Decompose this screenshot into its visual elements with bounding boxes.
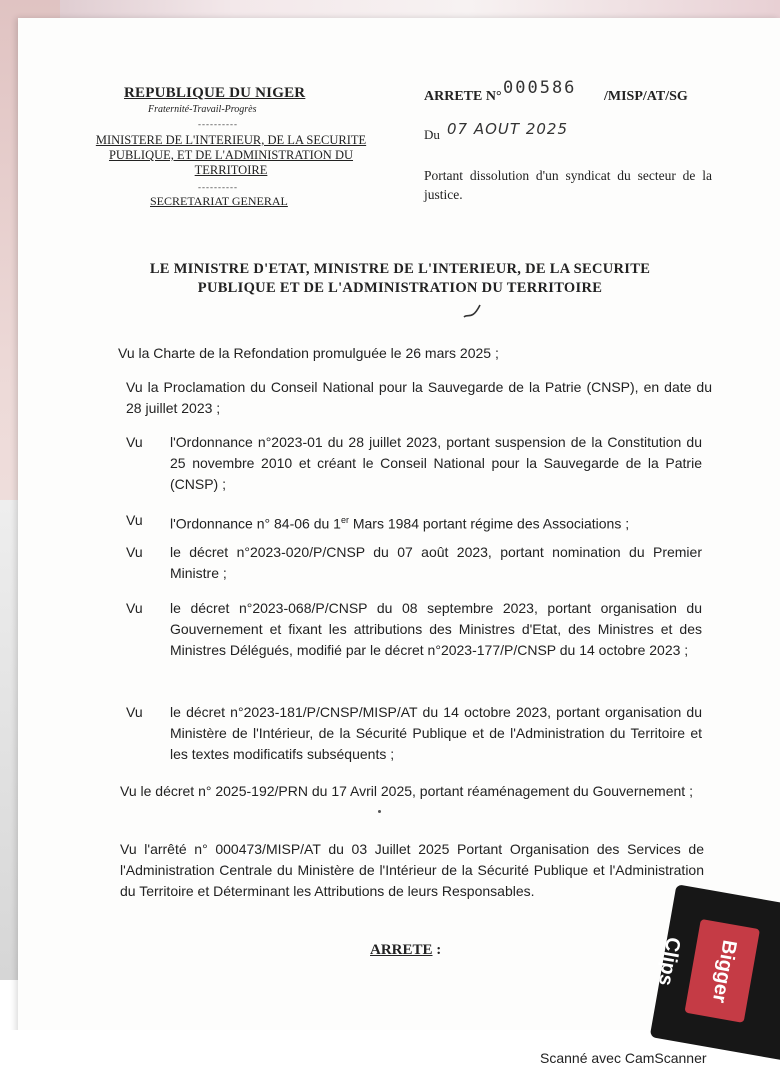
- ministry-name: MINISTERE DE L'INTERIEUR, DE LA SECURITE PUBLIQUE, ET DE L'ADMINISTRATION DU TERRITOIRE: [95, 133, 367, 177]
- scan-speck: [378, 810, 381, 813]
- visa-label: Vu: [118, 345, 135, 361]
- arrete-heading-colon: :: [432, 942, 442, 958]
- visa-text-part: Mars 1984 portant régime des Associations ;: [348, 515, 630, 532]
- clip-box-label: Bigger Clips: [684, 919, 760, 1023]
- visa-label: Vu: [126, 512, 143, 528]
- decree-date: 07 AOUT 2025: [447, 120, 569, 138]
- visa-text: le décret n° 2025-192/PRN du 17 Avril 2025, portant réaménagement du Gouvernement ;: [140, 783, 693, 799]
- visa-item: [120, 839, 704, 902]
- camscanner-watermark: Scanné avec CamScanner: [540, 1050, 707, 1066]
- visa-label: Vu: [126, 379, 143, 395]
- handwritten-mark-icon: [462, 303, 482, 323]
- arrete-heading: [370, 942, 441, 959]
- visa-label: Vu: [120, 783, 137, 799]
- visa-text-part: l'Ordonnance n° 84-06 du 1: [170, 515, 341, 532]
- decree-code: /MISP/AT/SG: [604, 89, 688, 104]
- visa-text-superscript: er: [340, 515, 349, 525]
- visa-text: l'Ordonnance n°2023-01 du 28 juillet 2023, portant suspension de la Constitution du 25 novembre 2010 et créant le Conseil National pour la Sauvegarde de la Patrie (CNSP) ;: [170, 434, 702, 492]
- header-divider-2: ----------: [198, 182, 238, 192]
- visa-text: le décret n°2023-068/P/CNSP du 08 septembre 2023, portant organisation du Gouvernement et fixant les attributions des Ministres d'Etat, des Ministres et des Ministres Délégués, modifié par le décret n°2023-177/P/CNSP du 14 octobre 2023 ;: [170, 600, 702, 658]
- visa-text: la Proclamation du Conseil National pour la Sauvegarde de la Patrie (CNSP), en date du 28 juillet 2023 ;: [126, 379, 712, 416]
- visa-label: Vu: [126, 434, 143, 450]
- decree-number: 000586: [503, 78, 577, 98]
- visa-label: Vu: [120, 841, 137, 857]
- header-divider: ----------: [198, 119, 238, 129]
- visa-label: Vu: [126, 544, 143, 560]
- visa-label: Vu: [126, 704, 143, 720]
- national-motto: Fraternité-Travail-Progrès: [148, 104, 257, 115]
- decree-label: ARRETE N°: [424, 89, 502, 104]
- secretariat-general: SECRETARIAT GENERAL: [150, 194, 288, 208]
- date-label: Du: [424, 127, 440, 142]
- visa-item: [120, 781, 704, 802]
- republic-title: REPUBLIQUE DU NIGER: [124, 85, 306, 101]
- arrete-heading-text: ARRETE: [370, 942, 433, 958]
- visa-label: Vu: [126, 600, 143, 616]
- decree-subject: Portant dissolution d'un syndicat du secteur de la justice.: [424, 168, 712, 202]
- photo-background-left-lower: [0, 500, 18, 980]
- visa-text: le décret n°2023-181/P/CNSP/MISP/AT du 14 octobre 2023, portant organisation du Ministère de l'Intérieur, de la Sécurité Publique et de l'Administration du Territoire et les textes modificatifs subséquents ;: [170, 704, 702, 762]
- visa-item: [118, 343, 708, 364]
- visa-text: le décret n°2023-020/P/CNSP du 07 août 2023, portant nomination du Premier Ministre ;: [170, 544, 702, 581]
- visa-text: l'arrêté n° 000473/MISP/AT du 03 Juillet 2025 Portant Organisation des Services de l'Administration Centrale du Ministère de l'Intérieur de la Sécurité Publique et l'Administration du Territoire et Déterminant les Attributions de leurs Responsables.: [120, 841, 705, 899]
- visa-text: la Charte de la Refondation promulguée le 26 mars 2025 ;: [138, 345, 499, 361]
- minister-title: LE MINISTRE D'ETAT, MINISTRE DE L'INTERIEUR, DE LA SECURITE PUBLIQUE ET DE L'ADMINISTRATION DU TERRITOIRE: [149, 261, 651, 296]
- visa-item: [126, 377, 712, 419]
- visa-text: [170, 510, 702, 535]
